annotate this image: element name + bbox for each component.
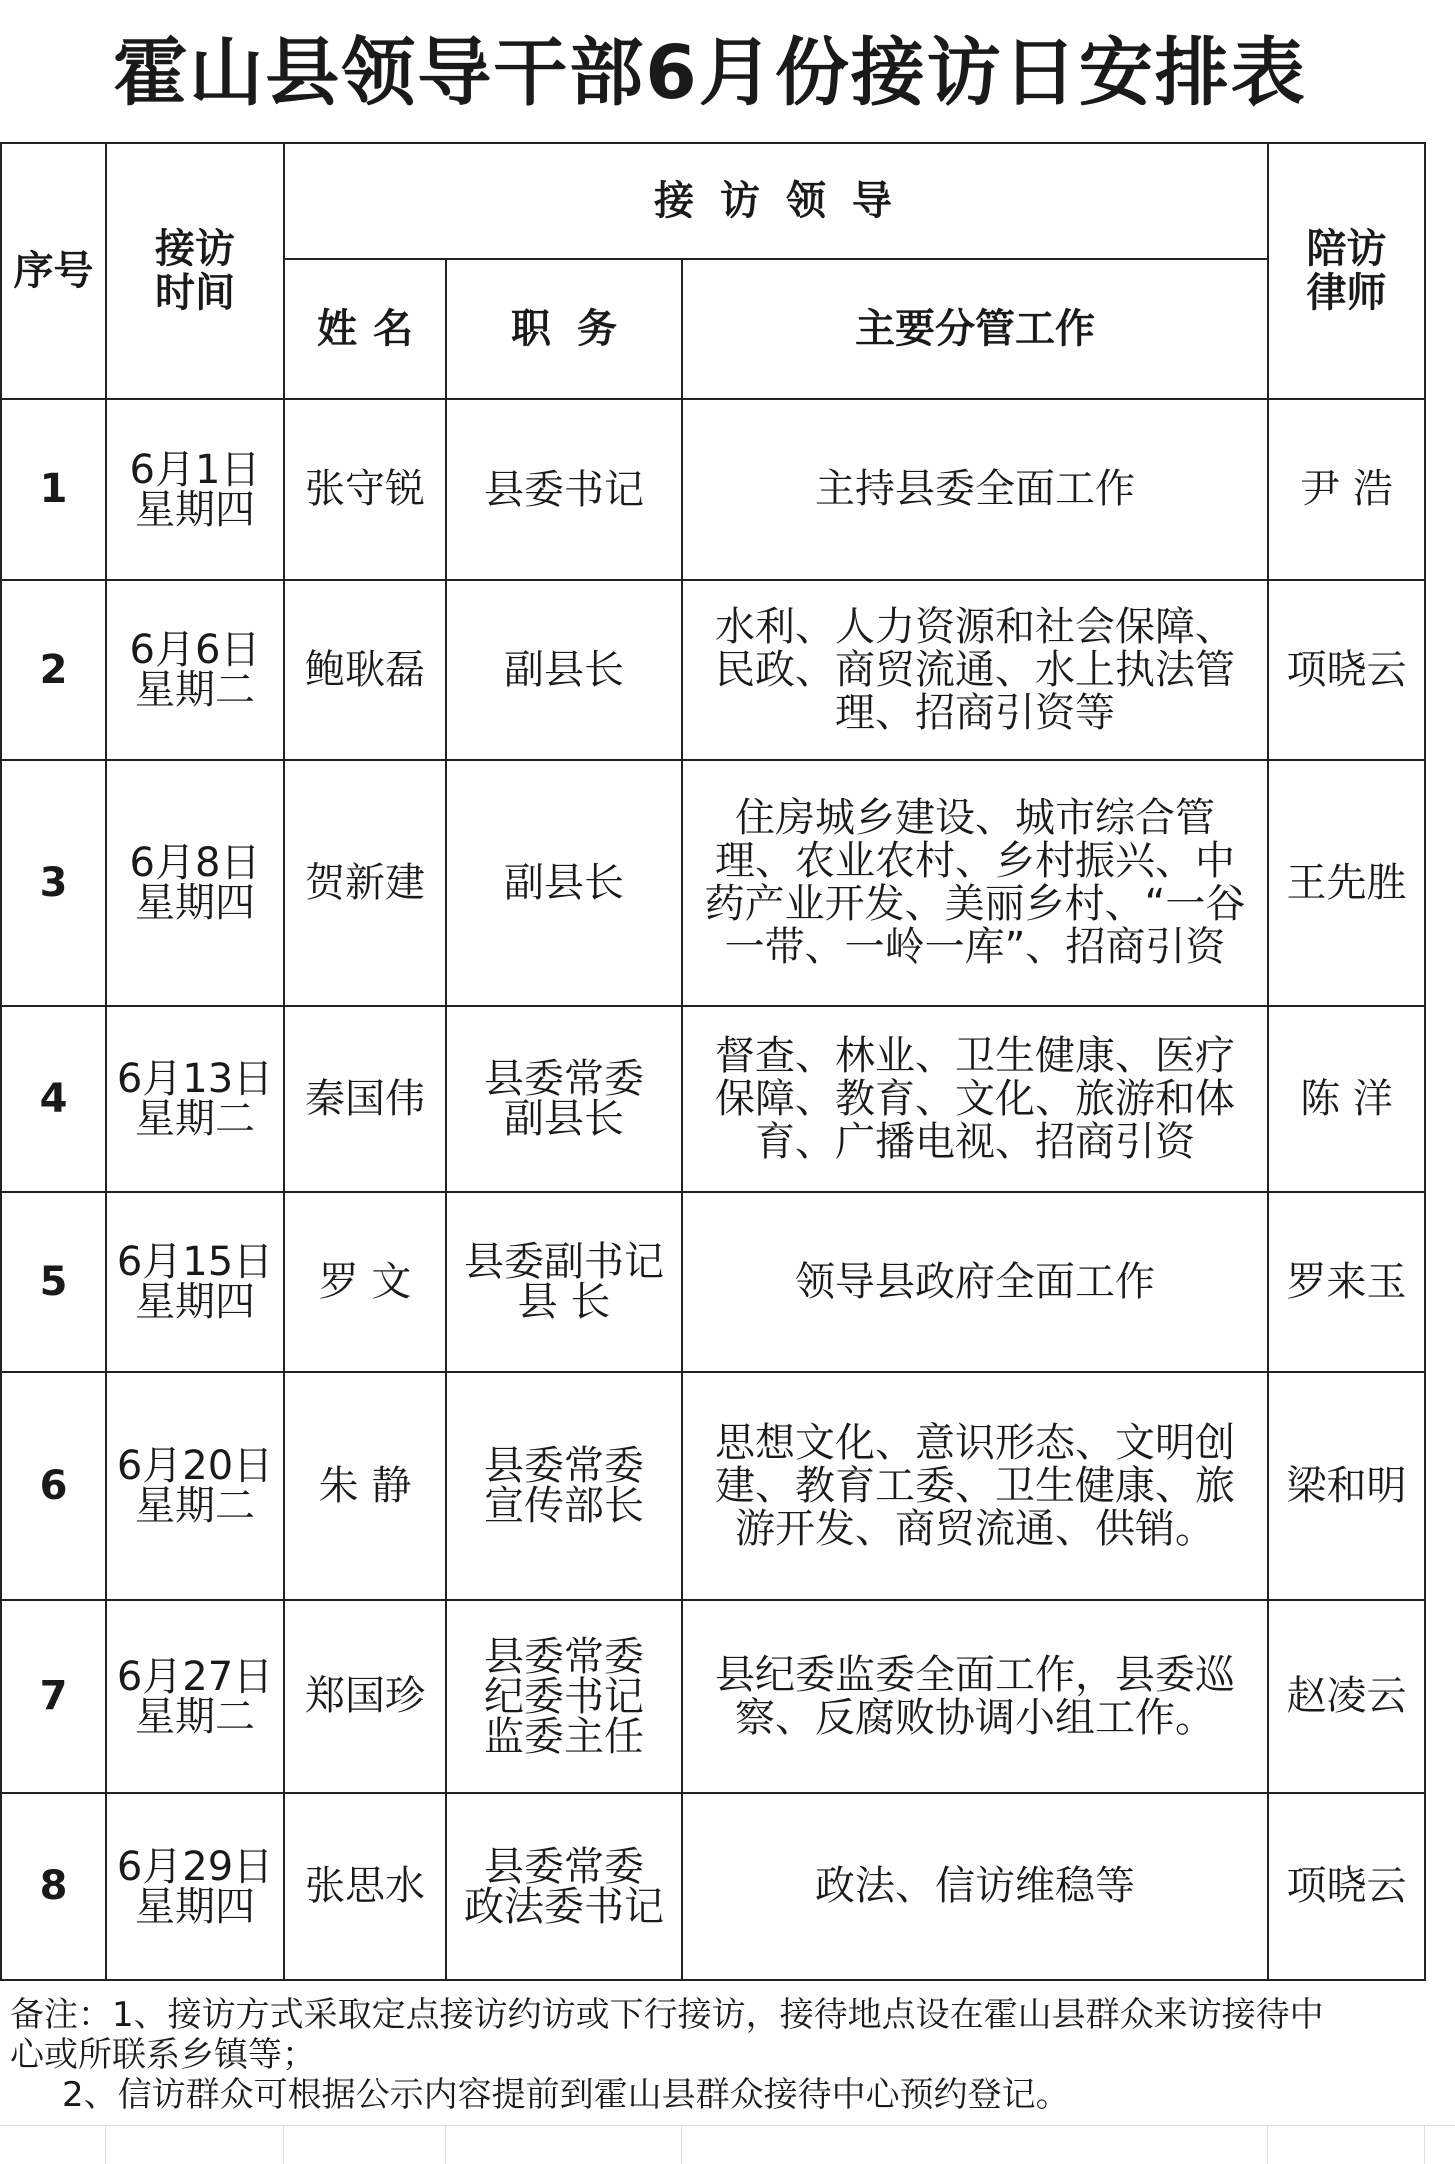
cell-work-line: 保障、教育、文化、旅游和体 [715,1075,1235,1122]
cell-date-weekday: 星期二 [135,1096,255,1142]
table-row [1,399,1425,580]
cell-work [682,580,1268,760]
cell-work [682,760,1268,1006]
cell-date [106,399,284,580]
cell-lawyer: 罗来玉 [1268,1192,1425,1372]
cell-work-line: 领导县政府全面工作 [795,1258,1155,1305]
cell-name: 罗 文 [284,1192,446,1372]
cell-lawyer: 项晓云 [1268,1793,1425,1980]
cell-date-day: 6月27日 [116,1653,274,1700]
header-lawyer [1268,143,1425,399]
cell-seq: 1 [1,399,106,580]
cell-name: 张守锐 [284,399,446,580]
cell-work [682,1192,1268,1372]
cell-name: 鲍耿磊 [284,580,446,760]
cell-lawyer: 尹 浩 [1268,399,1425,580]
table-row [1,1192,1425,1372]
cell-date [106,580,284,760]
cell-work-line: 县纪委监委全面工作，县委巡 [715,1651,1235,1698]
spreadsheet-grid-remnant [0,2125,1455,2164]
cell-work-line: 察、反腐败协调小组工作。 [735,1694,1215,1741]
cell-work-line: 建、教育工委、卫生健康、旅 [715,1462,1235,1509]
cell-date [106,1600,284,1793]
cell-seq: 3 [1,760,106,1006]
cell-work [682,399,1268,580]
header-lawyer-line1: 陪访 [1306,226,1387,272]
notes [10,1995,1430,2115]
cell-position [446,760,682,1006]
header-work: 主要分管工作 [682,259,1268,399]
header-position [446,259,682,399]
note-line-1: 备注：1、接访方式采取定点接访约访或下行接访，接待地点设在霍山县群众来访接待中 [10,1995,1324,2035]
cell-seq: 4 [1,1006,106,1192]
cell-work-line: 民政、商贸流通、水上执法管 [715,646,1235,693]
cell-lawyer: 梁和明 [1268,1372,1425,1600]
cell-date-weekday: 星期二 [135,667,255,713]
cell-date-day: 6月6日 [129,627,261,673]
cell-work [682,1600,1268,1793]
cell-date-weekday: 星期二 [135,1693,255,1740]
cell-seq: 7 [1,1600,106,1793]
cell-date-day: 6月13日 [116,1056,274,1102]
cell-date [106,760,284,1006]
cell-date-day: 6月29日 [116,1843,274,1890]
cell-work-line: 理、招商引资等 [835,689,1115,736]
cell-position-line: 县委常委 [484,1843,644,1890]
cell-lawyer: 王先胜 [1268,760,1425,1006]
cell-position [446,1600,682,1793]
cell-date [106,1192,284,1372]
header-row-top [1,143,1425,259]
cell-name: 秦国伟 [284,1006,446,1192]
table-row [1,760,1425,1006]
cell-date [106,1006,284,1192]
header-seq: 序号 [1,143,106,399]
cell-date-weekday: 星期四 [135,486,255,533]
note-line-2: 心或所联系乡镇等； [10,2035,316,2075]
cell-position-line: 县委常委 [484,1056,644,1102]
cell-position [446,1372,682,1600]
cell-date-day: 6月8日 [129,840,261,886]
cell-seq: 2 [1,580,106,760]
schedule-rows [1,399,1425,1980]
cell-position-line: 政法委书记 [464,1883,664,1930]
cell-date-day: 6月15日 [116,1239,274,1285]
header-name [284,259,446,399]
cell-date [106,1793,284,1980]
header-time-line2: 时间 [155,270,235,316]
header-name-text: 姓名 [317,306,429,352]
cell-position-line: 县委副书记 [464,1239,664,1285]
cell-date-weekday: 星期二 [135,1483,255,1529]
cell-position [446,1192,682,1372]
cell-position-line: 副县长 [504,1096,624,1142]
cell-date-day: 6月1日 [129,446,261,493]
cell-name: 贺新建 [284,760,446,1006]
header-leader-group: 接 访 领 导 [284,143,1268,259]
table-row [1,580,1425,760]
cell-position-line: 县委常委 [484,1633,644,1680]
cell-date-weekday: 星期四 [135,1279,255,1325]
cell-work-line: 药产业开发、美丽乡村、“一谷 [704,881,1246,927]
note-line-3: 2、信访群众可根据公示内容提前到霍山县群众接待中心预约登记。 [62,2075,1070,2115]
cell-work [682,1006,1268,1192]
cell-position [446,399,682,580]
cell-date-day: 6月20日 [116,1443,274,1489]
table-row [1,1600,1425,1793]
page-title: 霍山县领导干部6月份接访日安排表 [113,30,1307,116]
cell-date [106,1372,284,1600]
cell-work-line: 思想文化、意识形态、文明创 [715,1419,1235,1466]
cell-work-line: 政法、信访维稳等 [815,1863,1135,1909]
cell-work-line: 一带、一岭一库”、招商引资 [724,924,1226,970]
cell-name: 张思水 [284,1793,446,1980]
cell-work-line: 理、农业农村、乡村振兴、中 [715,838,1235,884]
table-row [1,1793,1425,1980]
cell-seq: 6 [1,1372,106,1600]
header-position-text: 职务 [511,306,643,352]
cell-lawyer: 赵凌云 [1268,1600,1425,1793]
cell-work [682,1793,1268,1980]
header-lawyer-line2: 律师 [1306,270,1387,316]
cell-position-line: 副县长 [504,860,624,906]
cell-work-line: 督查、林业、卫生健康、医疗 [715,1032,1235,1079]
cell-seq: 5 [1,1192,106,1372]
cell-work-line: 游开发、商贸流通、供销。 [735,1505,1215,1552]
cell-work-line: 育、广播电视、招商引资 [755,1118,1195,1165]
cell-position [446,580,682,760]
cell-position-line: 县委书记 [484,466,644,513]
cell-position-line: 宣传部长 [484,1483,644,1529]
cell-work [682,1372,1268,1600]
cell-name: 朱 静 [284,1372,446,1600]
cell-seq: 8 [1,1793,106,1980]
table-row [1,1006,1425,1192]
schedule-table [0,142,1426,1981]
cell-work-line: 主持县委全面工作 [815,466,1135,512]
cell-position [446,1006,682,1192]
cell-lawyer: 陈 洋 [1268,1006,1425,1192]
cell-position-line: 监委主任 [484,1713,644,1760]
cell-date-weekday: 星期四 [135,1883,255,1930]
header-time [106,143,284,399]
cell-work-line: 住房城乡建设、城市综合管 [735,795,1215,841]
cell-position-line: 县 长 [517,1279,611,1325]
cell-position-line: 纪委书记 [484,1673,644,1720]
header-time-line1: 接访 [155,226,235,272]
cell-position [446,1793,682,1980]
cell-date-weekday: 星期四 [135,880,255,926]
cell-work-line: 水利、人力资源和社会保障、 [715,603,1235,650]
table-row [1,1372,1425,1600]
cell-lawyer: 项晓云 [1268,580,1425,760]
cell-name: 郑国珍 [284,1600,446,1793]
cell-position-line: 县委常委 [484,1443,644,1489]
cell-position-line: 副县长 [504,647,624,693]
